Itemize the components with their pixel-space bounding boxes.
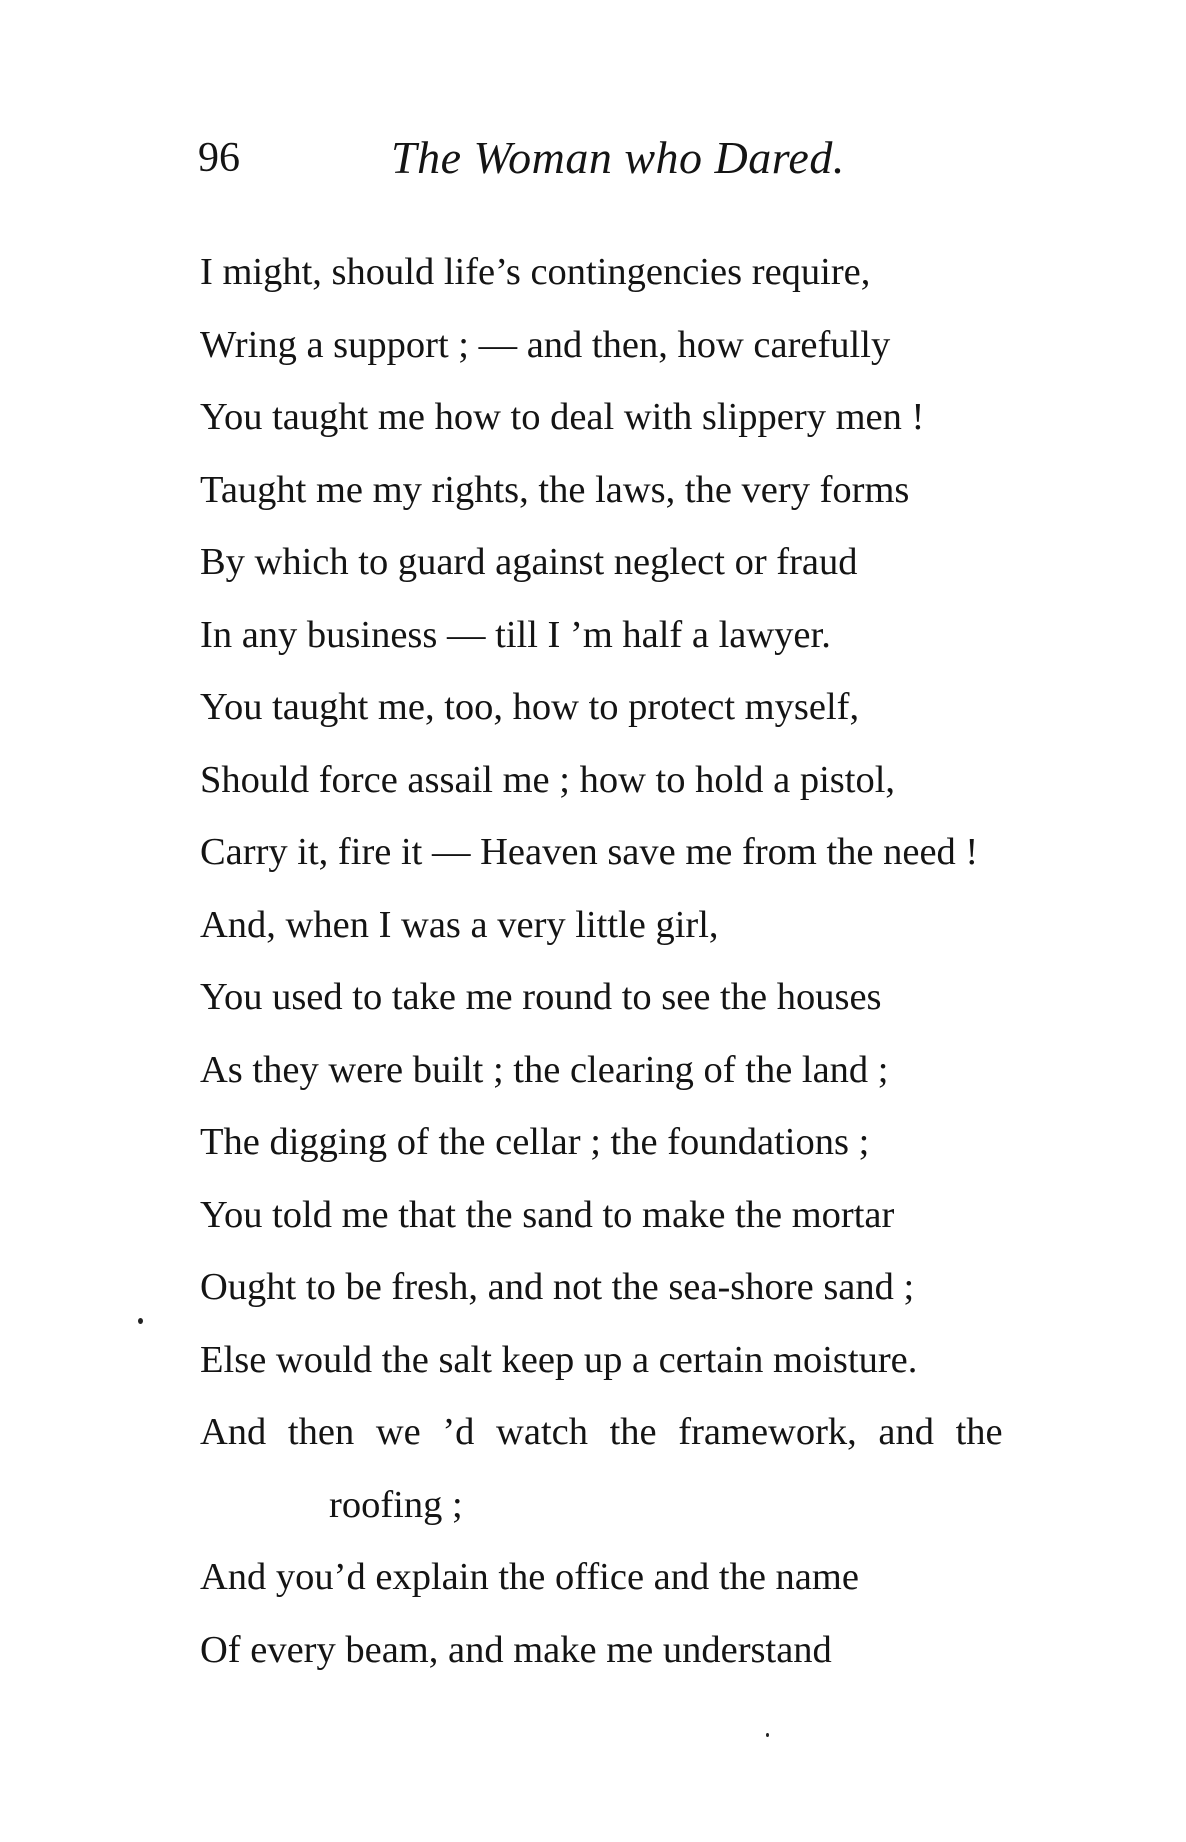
poem-line: Of every beam, and make me understand bbox=[200, 1628, 832, 1671]
poem-line: Wring a support ; — and then, how carefully bbox=[200, 323, 891, 366]
page-header bbox=[198, 128, 998, 188]
running-title: The Woman who Dared. bbox=[391, 132, 845, 183]
poem-line: You taught me, too, how to protect myself, bbox=[200, 686, 860, 728]
poem-body bbox=[200, 236, 1130, 1686]
poem-line: Ought to be fresh, and not the sea-shore sand ; bbox=[200, 1266, 915, 1308]
poem-line: The digging of the cellar ; the foundations ; bbox=[200, 1121, 870, 1163]
poem-line: Carry it, fire it — Heaven save me from the need ! bbox=[200, 831, 979, 873]
poem-line: And you’d explain the office and the name bbox=[200, 1556, 859, 1598]
poem-line: I might, should life’s contingencies require, bbox=[200, 251, 871, 293]
poem-line: By which to guard against neglect or fraud bbox=[200, 541, 858, 583]
poem-line: In any business — till I ’m half a lawyer. bbox=[200, 613, 831, 656]
poem-line: Else would the salt keep up a certain moisture. bbox=[200, 1338, 918, 1381]
poem-line-continuation: roofing ; bbox=[329, 1483, 463, 1526]
poem-line: Should force assail me ; how to hold a pistol, bbox=[200, 758, 896, 801]
ink-speck bbox=[138, 1318, 143, 1324]
poem-line: Taught me my rights, the laws, the very forms bbox=[200, 468, 910, 511]
poem-line: You told me that the sand to make the mortar bbox=[200, 1193, 895, 1236]
poem-line: And then we ’d watch the framework, and the bbox=[200, 1411, 1003, 1453]
poem-line: You taught me how to deal with slippery men ! bbox=[200, 396, 925, 438]
page-number: 96 bbox=[198, 135, 240, 181]
poem-line: As they were built ; the clearing of the land ; bbox=[200, 1048, 889, 1091]
poem-line: You used to take me round to see the houses bbox=[200, 976, 882, 1018]
poem-line: And, when I was a very little girl, bbox=[200, 903, 719, 946]
ink-speck bbox=[766, 1733, 769, 1737]
